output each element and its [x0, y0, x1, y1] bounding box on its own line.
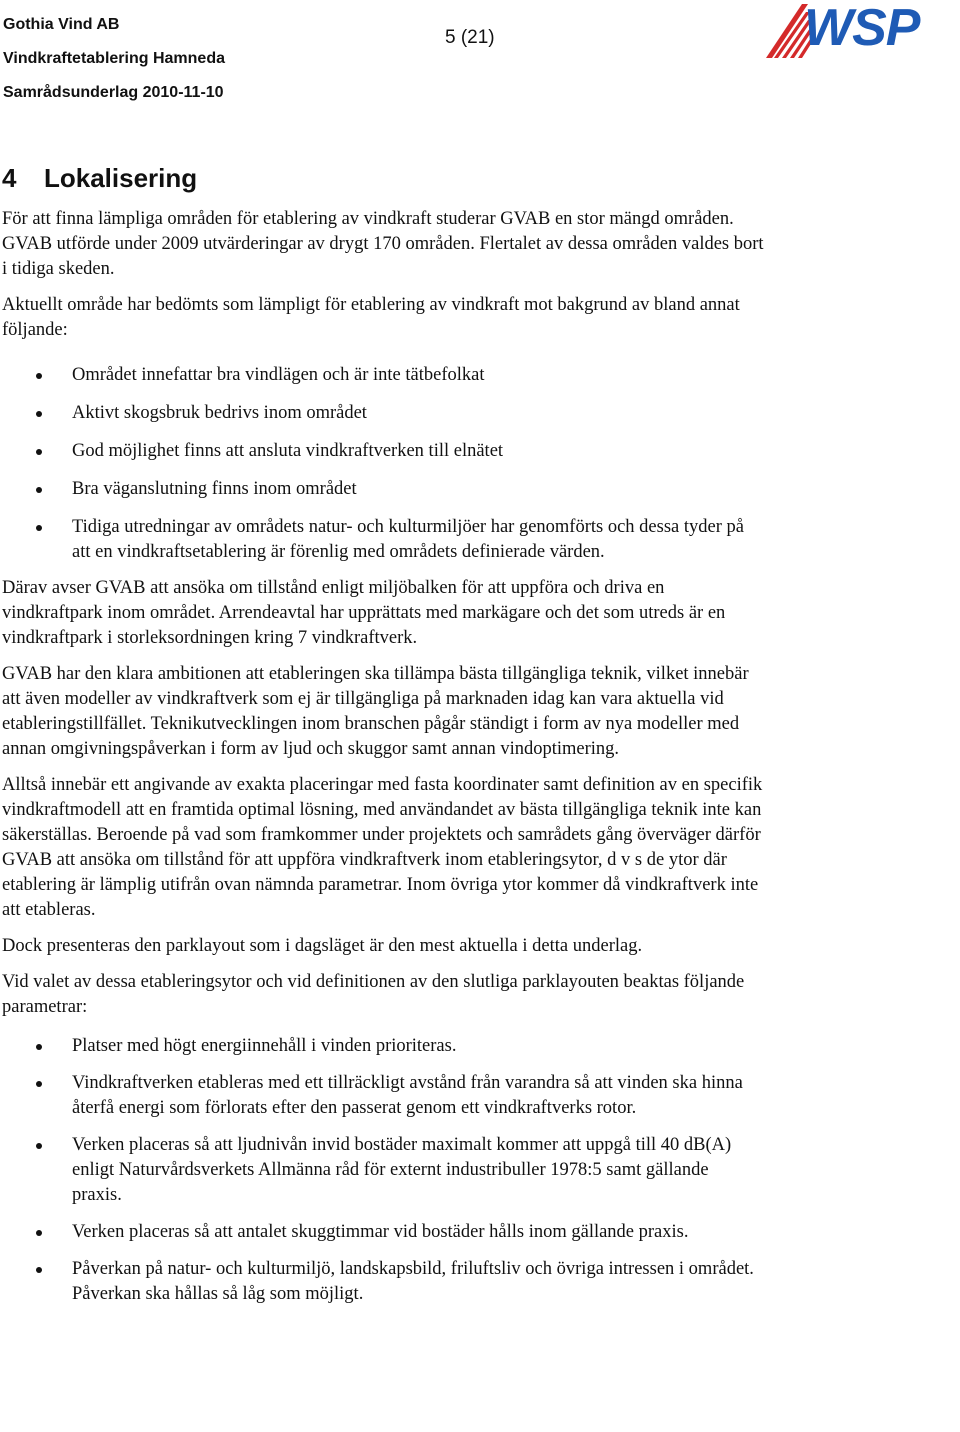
list-item: Området innefattar bra vindlägen och är inte tätbefolkat: [0, 363, 762, 388]
paragraph-assessment: Aktuellt område har bedömts som lämpligt för etablering av vindkraft mot bakgrund av bland annat följande:: [2, 295, 740, 340]
list-item: God möjlighet finns att ansluta vindkraftverken till elnätet: [0, 439, 762, 464]
wsp-logo: [762, 0, 960, 64]
list-item: Vindkraftverken etableras med ett tillräckligt avstånd från varandra så att vinden ska hinna återfå energi som förlorats efter den passerat genom ett vindkraftverks rotor.: [0, 1071, 762, 1121]
list-item: Bra väganslutning finns inom området: [0, 477, 762, 502]
page-number: 5 (21): [445, 27, 495, 48]
wsp-logo-text: WSP: [804, 0, 920, 57]
paragraph-application: Därav avser GVAB att ansöka om tillstånd enligt miljöbalken för att uppföra och driva en vindkraftpark inom området. Arrendeavtal har upprättats med markägare och det som utreds är en vindkraftpark i storleksordningen kring 7 vindkraftverk.: [2, 578, 726, 648]
list-item: Påverkan på natur- och kulturmiljö, landskapsbild, friluftsliv och övriga intressen i området. Påverkan ska hållas så låg som möjligt.: [0, 1257, 762, 1307]
page-body: [0, 160, 960, 1307]
parameter-list: [0, 1034, 960, 1307]
paragraph-intro: För att finna lämpliga områden för etablering av vindkraft studerar GVAB en stor mängd områden. GVAB utförde under 2009 utvärderingar av drygt 170 områden. Flertalet av dessa områden valdes bort i tidiga skeden.: [2, 209, 764, 279]
criteria-list: [0, 363, 960, 565]
list-item: Verken placeras så att antalet skuggtimmar vid bostäder hålls inom gällande praxis.: [0, 1220, 762, 1245]
project-name: Vindkraftetablering Hamneda: [3, 50, 225, 67]
page-header: [0, 0, 960, 110]
paragraph-parameters: Vid valet av dessa etableringsytor och vid definitionen av den slutliga parklayouten beaktas följande parametrar:: [2, 972, 745, 1017]
section-title: Lokalisering: [44, 163, 198, 193]
list-item: Platser med högt energiinnehåll i vinden prioriteras.: [0, 1034, 762, 1059]
list-item: Aktivt skogsbruk bedrivs inom området: [0, 401, 762, 426]
list-item: Tidiga utredningar av områdets natur- och kulturmiljöer har genomförts och dessa tyder på att en vindkraftsetablering är förenlig med områdets definierade värden.: [0, 515, 762, 565]
list-item: Verken placeras så att ljudnivån invid bostäder maximalt kommer att uppgå till 40 dB(A) enligt Naturvårdsverkets Allmänna råd för externt industribuller 1978:5 samt gällande praxis.: [0, 1133, 762, 1208]
paragraph-placement: Alltså innebär ett angivande av exakta placeringar med fasta koordinater samt definition av en specifik vindkraftmodell att en framtida optimal lösning, med användandet av bästa tillgängliga teknik inte kan säkerställas. Beroende på vad som framkommer under projektets och samrådets gång överväger därför GVAB att ansöka om tillstånd för att uppföra vindkraftverk inom etableringsytor, d v s de ytor där etablering är lämplig utifrån ovan nämnda parametrar. Inom övriga ytor kommer då vindkraftverk inte att etableras.: [2, 775, 763, 920]
section-number: 4: [2, 163, 17, 193]
paragraph-technology: GVAB har den klara ambitionen att etableringen ska tillämpa bästa tillgängliga teknik, vilket innebär att även modeller av vindkraftverk som ej är tillgängliga på marknaden idag kan vara aktuella vid etableringstillfället. Teknikutvecklingen inom branschen pågår ständigt i form av nya modeller med annan omgivningspåverkan i form av ljud och skuggor samt annan vindoptimering.: [2, 664, 749, 759]
document-title: Samrådsunderlag 2010-11-10: [3, 84, 224, 101]
section-heading: [0, 160, 960, 196]
company-name: Gothia Vind AB: [3, 16, 120, 33]
paragraph-layout: Dock presenteras den parklayout som i dagsläget är den mest aktuella i detta underlag.: [2, 936, 643, 956]
